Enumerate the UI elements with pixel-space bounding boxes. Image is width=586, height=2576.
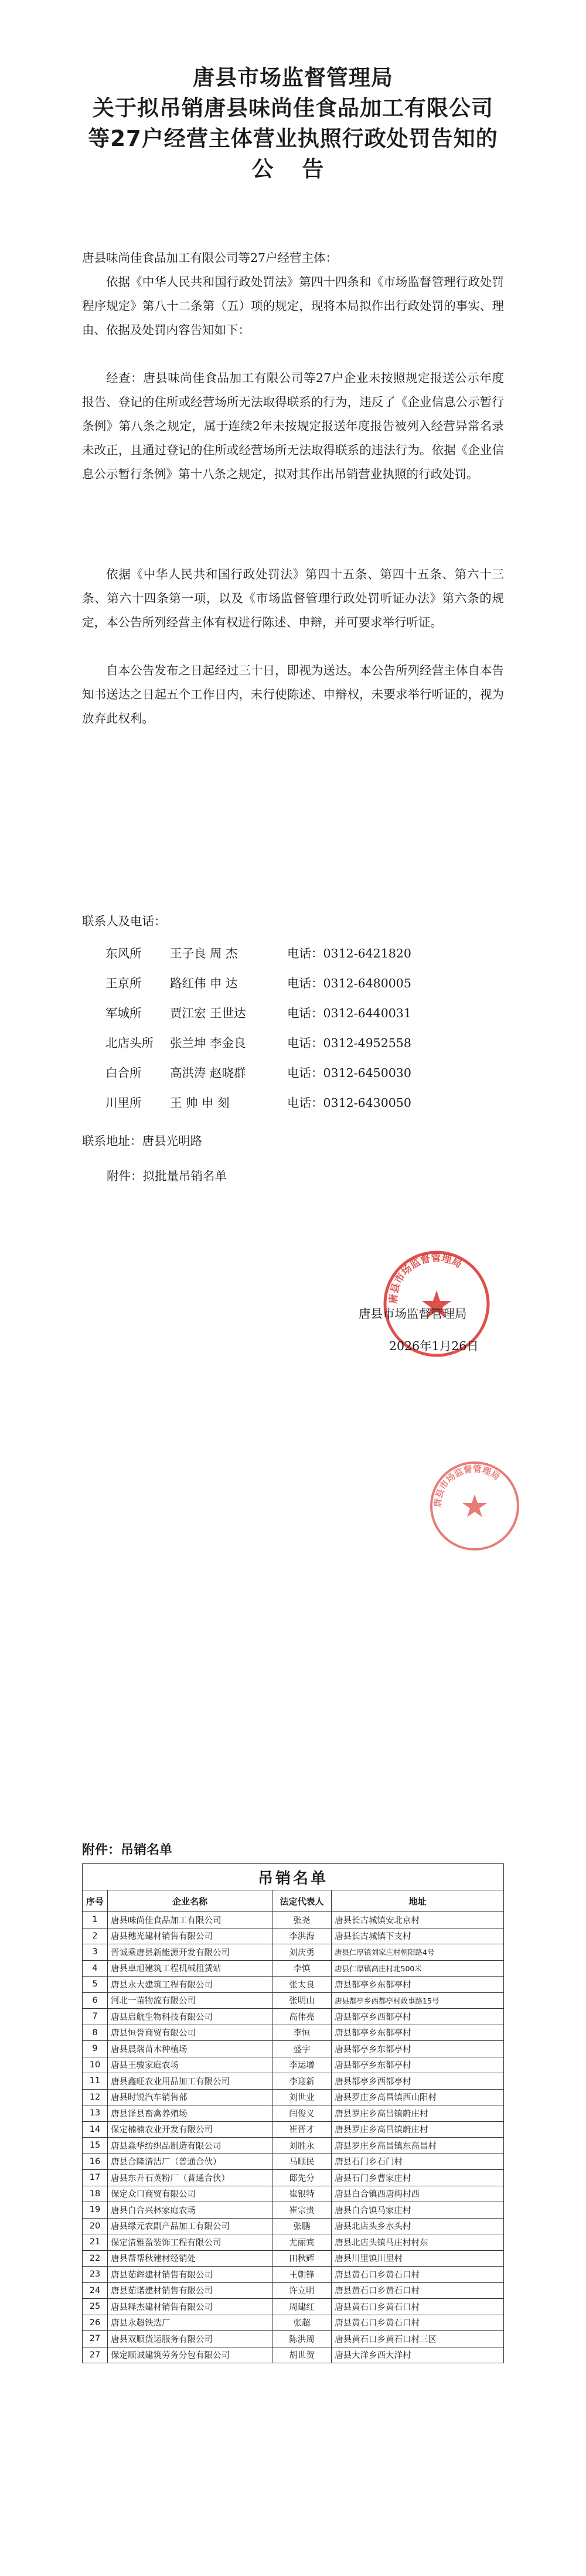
contact-phone: 电话：0312-6480005 [287, 976, 411, 990]
contact-names: 王子良 周 杰 [170, 946, 238, 960]
company-name: 唐县启航生物科技有限公司 [108, 2009, 272, 2025]
legal-representative: 王朝锋 [272, 2267, 332, 2283]
row-number: 16 [83, 2154, 108, 2170]
row-number: 5 [83, 1977, 108, 1993]
company-address: 唐县大洋乡西大洋村 [332, 2347, 504, 2363]
company-name: 唐县晨瑞苗木种植场 [108, 2041, 272, 2057]
row-number: 8 [83, 2025, 108, 2041]
row-number: 7 [83, 2009, 108, 2025]
row-number: 17 [83, 2170, 108, 2186]
company-address: 唐县黄石口乡黄石口村 [332, 2315, 504, 2331]
legal-representative: 张太良 [272, 1977, 332, 1993]
legal-representative: 刘世业 [272, 2089, 332, 2105]
table-row [83, 1992, 504, 2009]
notice-title-line-1: 唐县市场监督管理局 [193, 65, 393, 90]
row-number: 1 [83, 1912, 108, 1928]
legal-representative: 马顺民 [272, 2154, 332, 2170]
contact-phone: 电话：0312-6440031 [287, 1006, 411, 1020]
contact-phone: 电话：0312-6421820 [287, 946, 411, 960]
contact-phone: 电话：0312-4952558 [287, 1036, 411, 1050]
table-header-row [83, 1890, 504, 1912]
table-row [83, 1960, 504, 1977]
attachment-note: 附件：拟批量吊销名单 [107, 1169, 227, 1183]
svg-text:唐县市场监督管理局: 唐县市场监督管理局 [387, 1252, 464, 1304]
table-row [83, 1912, 504, 1928]
company-address: 唐县石门乡曹家庄村 [332, 2170, 504, 2186]
company-address: 唐县石门乡石门村 [332, 2154, 504, 2170]
contact-names: 高洪涛 赵晓群 [170, 1066, 246, 1080]
legal-representative: 张鹏 [272, 2218, 332, 2234]
table-row [83, 2105, 504, 2122]
company-name: 唐县帮帮秋建材经销处 [108, 2250, 272, 2267]
legal-representative: 田秋辉 [272, 2250, 332, 2267]
company-name: 唐县东升石英粉厂（普通合伙） [108, 2170, 272, 2186]
row-number: 24 [83, 2282, 108, 2299]
notice-title-line-3: 等27户经营主体营业执照行政处罚告知的 [88, 126, 498, 151]
company-address: 唐县白合镇马家庄村 [332, 2202, 504, 2219]
notice-title-line-2: 关于拟吊销唐县味尚佳食品加工有限公司 [93, 96, 493, 121]
legal-representative: 张尧 [272, 1912, 332, 1928]
contact-station: 军城所 [105, 1006, 142, 1020]
table-body [83, 1912, 504, 2363]
table-row [83, 2267, 504, 2283]
column-header: 地址 [332, 1890, 504, 1912]
company-name: 保定楠楠农业开发有限公司 [108, 2121, 272, 2138]
company-address: 唐县黄石口乡黄石口村 [332, 2282, 504, 2299]
company-name: 唐县永超铁选厂 [108, 2315, 272, 2331]
table-row [83, 2041, 504, 2057]
row-number: 10 [83, 2057, 108, 2073]
company-name: 晋诚乘唐县新能源开发有限公司 [108, 1944, 272, 1961]
row-number: 2 [83, 1928, 108, 1944]
company-address: 唐县罗庄乡高昌镇西山阳村 [332, 2089, 504, 2105]
company-address: 唐县长古城镇下支村 [332, 1928, 504, 1944]
contact-row [105, 1033, 463, 1051]
contact-row [105, 943, 463, 961]
row-number: 18 [83, 2186, 108, 2202]
salutation: 唐县味尚佳食品加工有限公司等27户经营主体： [82, 251, 338, 265]
column-header: 企业名称 [108, 1890, 272, 1912]
company-address: 唐县罗庄乡高昌镇蔚庄村 [332, 2121, 504, 2138]
company-address: 唐县都亭乡西都亭村 [332, 2073, 504, 2090]
contacts-heading: 联系人及电话： [82, 914, 166, 928]
row-number: 14 [83, 2121, 108, 2138]
table-row [83, 2057, 504, 2073]
table-row [83, 2218, 504, 2234]
company-name: 保定众口商贸有限公司 [108, 2186, 272, 2202]
legal-representative: 李恒 [272, 2025, 332, 2041]
company-name: 唐县淼华纺织品制造有限公司 [108, 2138, 272, 2154]
legal-representative: 李洪海 [272, 1928, 332, 1944]
company-name: 唐县茹诺建材销售有限公司 [108, 2282, 272, 2299]
column-header: 序号 [83, 1890, 108, 1912]
company-name: 唐县合隆清洁厂（普通合伙） [108, 2154, 272, 2170]
official-seal [428, 1459, 522, 1553]
company-address: 唐县长古城镇安北京村 [332, 1912, 504, 1928]
company-address: 唐县罗庄乡高昌镇蔚庄村 [332, 2105, 504, 2122]
company-name: 唐县释杰建材销售有限公司 [108, 2299, 272, 2315]
notice-date: 2026年1月26日 [389, 1339, 479, 1353]
company-name: 唐县绿元农副产品加工有限公司 [108, 2218, 272, 2234]
legal-representative: 李迎新 [272, 2073, 332, 2090]
table-row [83, 2331, 504, 2347]
table-row [83, 2073, 504, 2090]
table-row [83, 2282, 504, 2299]
table-row [83, 1944, 504, 1961]
table-row [83, 2009, 504, 2025]
revocation-table [82, 1863, 504, 2363]
legal-representative: 高伟亮 [272, 2009, 332, 2025]
table-row [83, 2170, 504, 2186]
legal-representative: 刘庆勇 [272, 1944, 332, 1961]
company-name: 唐县白合兴林家庭农场 [108, 2202, 272, 2219]
company-address: 唐县都亭乡东都亭村 [332, 2057, 504, 2073]
company-address: 唐县北店头镇马庄村村东 [332, 2234, 504, 2251]
company-address: 唐县仁厚镇刘家庄村朝阳路4号 [332, 1944, 504, 1961]
legal-representative: 崔宗贵 [272, 2202, 332, 2219]
row-number: 15 [83, 2138, 108, 2154]
company-name: 唐县恒誉商贸有限公司 [108, 2025, 272, 2041]
row-number: 26 [83, 2315, 108, 2331]
paragraph-3: 依据《中华人民共和国行政处罚法》第四十五条、第四十五条、第六十三条、第六十四条第一项，以及《市场监督管理行政处罚听证办法》第六条的规定，本公告所列经营主体有权进行陈述、申辩，并可要求举行听证。 [82, 567, 504, 629]
company-address: 唐县仁厚镇高庄村北500米 [332, 1960, 504, 1977]
contact-row [105, 973, 463, 991]
legal-representative: 周建红 [272, 2299, 332, 2315]
company-name: 唐县时锐汽车销售部 [108, 2089, 272, 2105]
company-name: 唐县双顺货运服务有限公司 [108, 2331, 272, 2347]
row-number: 27 [83, 2347, 108, 2363]
legal-representative: 张明山 [272, 1992, 332, 2009]
column-header: 法定代表人 [272, 1890, 332, 1912]
company-name: 唐县卓旭建筑工程机械租赁站 [108, 1960, 272, 1977]
company-address: 唐县都亭乡东都亭村 [332, 2025, 504, 2041]
company-name: 河北一苗物流有限公司 [108, 1992, 272, 2009]
legal-representative: 陈洪周 [272, 2331, 332, 2347]
table-row [83, 2202, 504, 2219]
company-address: 唐县黄石口乡黄石口村 [332, 2267, 504, 2283]
legal-representative: 崔晋才 [272, 2121, 332, 2138]
attachment-label: 附件：吊销名单 [82, 1843, 173, 1858]
contact-names: 路红伟 申 达 [170, 976, 238, 990]
company-address: 唐县都亭乡东都亭村 [332, 1977, 504, 1993]
legal-representative: 李运增 [272, 2057, 332, 2073]
row-number: 11 [83, 2073, 108, 2090]
company-address: 唐县都亭乡东都亭村 [332, 2041, 504, 2057]
company-name: 唐县味尚佳食品加工有限公司 [108, 1912, 272, 1928]
company-address: 唐县北店头乡水头村 [332, 2218, 504, 2234]
contact-names: 贾江宏 王世达 [170, 1006, 246, 1020]
company-address: 唐县都亭乡西都亭村政事路15号 [332, 1992, 504, 2009]
company-name: 唐县穗光建材销售有限公司 [108, 1928, 272, 1944]
svg-text:唐县市场监督管理局: 唐县市场监督管理局 [432, 1463, 502, 1508]
legal-representative: 盛宇 [272, 2041, 332, 2057]
contact-names: 张兰坤 李金良 [170, 1036, 246, 1050]
contact-address: 联系地址：唐县光明路 [82, 1134, 202, 1148]
contact-station: 川里所 [105, 1096, 142, 1110]
company-name: 保定清雅盈装饰工程有限公司 [108, 2234, 272, 2251]
row-number: 6 [83, 1992, 108, 2009]
row-number: 22 [83, 2250, 108, 2267]
table-title: 吊销名单 [83, 1864, 504, 1890]
contact-phone: 电话：0312-6450030 [287, 1066, 411, 1080]
table-row [83, 2186, 504, 2202]
row-number: 12 [83, 2089, 108, 2105]
company-name: 保定顺诚建筑劳务分包有限公司 [108, 2347, 272, 2363]
contact-station: 北店头所 [105, 1036, 154, 1050]
company-address: 唐县白合镇西唐梅村西 [332, 2186, 504, 2202]
row-number: 19 [83, 2202, 108, 2219]
row-number: 21 [83, 2234, 108, 2251]
signer: 唐县市场监督管理局 [359, 1307, 467, 1321]
table-row [83, 2234, 504, 2251]
company-address: 唐县川里镇川里村 [332, 2250, 504, 2267]
company-address: 唐县罗庄乡高昌镇东高昌村 [332, 2138, 504, 2154]
contact-station: 白合所 [105, 1066, 142, 1080]
company-name: 唐县王骏家庭农场 [108, 2057, 272, 2073]
legal-representative: 邸先分 [272, 2170, 332, 2186]
table-row [83, 2299, 504, 2315]
table-row [83, 1928, 504, 1944]
legal-representative: 胡世贺 [272, 2347, 332, 2363]
table-row [83, 2347, 504, 2363]
row-number: 25 [83, 2299, 108, 2315]
paragraph-1: 依据《中华人民共和国行政处罚法》第四十四条和《市场监督管理行政处罚程序规定》第八十二条第（五）项的规定，现将本局拟作出行政处罚的事实、理由、依据及处罚内容告知如下： [82, 275, 504, 337]
table-row [83, 2315, 504, 2331]
company-name: 唐县永大建筑工程有限公司 [108, 1977, 272, 1993]
company-address: 唐县黄石口乡黄石口村三区 [332, 2331, 504, 2347]
contact-row [105, 1063, 463, 1081]
contact-phone: 电话：0312-6430050 [287, 1096, 411, 1110]
contact-row [105, 1093, 463, 1110]
legal-representative: 张超 [272, 2315, 332, 2331]
legal-representative: 闫俊义 [272, 2105, 332, 2122]
legal-representative: 尤丽宾 [272, 2234, 332, 2251]
legal-representative: 许立明 [272, 2282, 332, 2299]
row-number: 3 [83, 1944, 108, 1961]
legal-representative: 刘胜永 [272, 2138, 332, 2154]
legal-representative: 李慎 [272, 1960, 332, 1977]
contact-station: 东风所 [105, 946, 142, 960]
company-name: 唐县泽县畜禽养殖场 [108, 2105, 272, 2122]
paragraph-4: 自本公告发布之日起经过三十日，即视为送达。本公告所列经营主体自本告知书送达之日起五个工作日内，未行使陈述、申辩权，未要求举行听证的，视为放弃此权利。 [82, 663, 504, 725]
table-row [83, 2250, 504, 2267]
row-number: 13 [83, 2105, 108, 2122]
contact-station: 王京所 [105, 976, 142, 990]
row-number: 4 [83, 1960, 108, 1977]
contact-names: 王 帅 申 刻 [170, 1096, 230, 1110]
paragraph-2: 经查：唐县味尚佳食品加工有限公司等27户企业未按照规定报送公示年度报告、登记的住所或经营场所无法取得联系的行为，违反了《企业信息公示暂行条例》第八条之规定，属于连续2年未按规定报送年度报告被列入经营异常名录未改正，且通过登记的住所或经营场所无法取得联系的违法行为。依据《企业信息公示暂行条例》第十八条之规定，拟对其作出吊销营业执照的行政处罚。 [82, 371, 504, 481]
company-name: 唐县茹辉建材销售有限公司 [108, 2267, 272, 2283]
row-number: 27 [83, 2331, 108, 2347]
table-row [83, 2121, 504, 2138]
row-number: 20 [83, 2218, 108, 2234]
row-number: 23 [83, 2267, 108, 2283]
notice-title-line-4: 公 告 [251, 156, 335, 182]
row-number: 9 [83, 2041, 108, 2057]
table-row [83, 2025, 504, 2041]
legal-representative: 崔银特 [272, 2186, 332, 2202]
table-row [83, 2089, 504, 2105]
table-row [83, 2138, 504, 2154]
contact-row [105, 1003, 463, 1021]
company-name: 唐县鑫旺农业用品加工有限公司 [108, 2073, 272, 2090]
table-row [83, 1977, 504, 1993]
company-address: 唐县黄石口乡黄石口村 [332, 2299, 504, 2315]
table-row [83, 2154, 504, 2170]
company-address: 唐县都亭乡西都亭村 [332, 2009, 504, 2025]
